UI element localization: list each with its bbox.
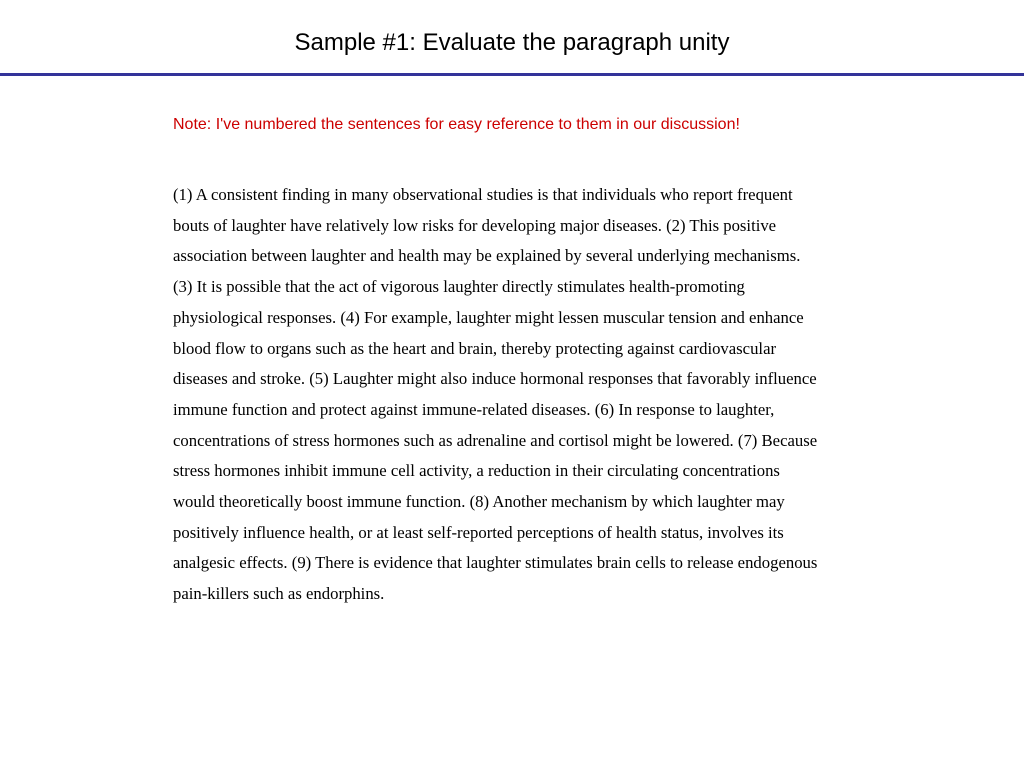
slide-header	[0, 0, 1024, 76]
note-text: Note: I've numbered the sentences for easy reference to them in our discussion!	[173, 116, 740, 133]
title-divider	[0, 73, 1024, 76]
body-paragraph: (1) A consistent finding in many observational studies is that individuals who report frequent bouts of laughter have relatively low risks for developing major diseases. (2) This positive association between laughter and health may be explained by several underlying mechanisms. (3) It is possible that the act of vigorous laughter directly stimulates health-promoting physiological responses. (4) For example, laughter might lessen muscular tension and enhance blood flow to organs such as the heart and brain, thereby protecting against cardiovascular diseases and stroke. (5) Laughter might also induce hormonal responses that favorably influence immune function and protect against immune-related diseases. (6) In response to laughter, concentrations of stress hormones such as adrenaline and cortisol might be lowered. (7) Because stress hormones inhibit immune cell activity, a reduction in their circulating concentrations would theoretically boost immune function. (8) Another mechanism by which laughter may positively influence health, or at least self-reported perceptions of health status, involves its analgesic effects. (9) There is evidence that laughter stimulates brain cells to release endogenous pain-killers such as endorphins.	[173, 185, 818, 604]
slide-title: Sample #1: Evaluate the paragraph unity	[294, 29, 730, 56]
